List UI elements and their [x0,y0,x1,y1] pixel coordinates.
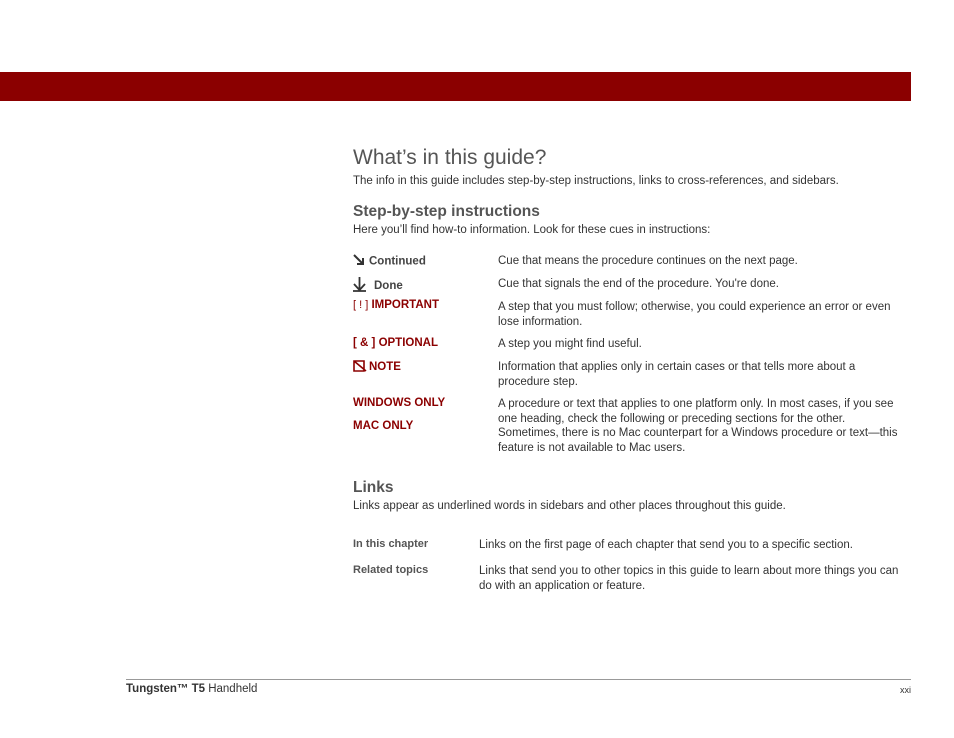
cue-desc: Cue that signals the end of the procedure. You're done. [498,278,779,290]
continued-arrow-icon [353,254,366,269]
link-row [353,538,903,564]
steps-heading: Step-by-step instructions [353,203,540,220]
cue-table [353,254,903,461]
cue-row-important [353,299,903,337]
cue-row-platform [353,397,903,461]
links-table [353,538,903,598]
cue-label-text: Done [374,280,403,293]
cue-row-done [353,277,903,299]
cue-label-text: IMPORTANT [371,299,439,311]
cue-label [353,337,493,349]
mac-only-label: MAC ONLY [353,420,414,432]
links-heading: Links [353,479,394,496]
intro-text: The info in this guide includes step-by-step instructions, links to cross-references, and sidebars. [353,175,839,187]
cue-label [353,299,493,311]
cue-label [353,277,493,295]
cue-row-note [353,359,903,397]
steps-subtext: Here you’ll find how-to information. Look for these cues in instructions: [353,224,711,236]
link-label: Related topics [353,564,429,576]
cue-desc: A step that you must follow; otherwise, you could experience an error or even lose information. [498,301,891,328]
cue-label [353,397,493,432]
link-label: In this chapter [353,538,429,550]
links-subtext: Links appear as underlined words in sidebars and other places throughout this guide. [353,500,786,512]
cue-desc: Information that applies only in certain cases or that tells more about a procedure step. [498,361,856,388]
page-title: What’s in this guide? [353,146,547,169]
link-desc: Links that send you to other topics in this guide to learn about more things you can do with an application or feature. [479,565,899,592]
link-row [353,564,903,598]
cue-label [353,254,493,269]
page-number: xxi [900,685,911,695]
cue-label-text: NOTE [369,361,401,374]
optional-bracket-icon: [ & ] [353,337,376,349]
footer-product-rest: Handheld [205,683,258,695]
footer-rule [126,679,911,680]
windows-only-label: WINDOWS ONLY [353,397,446,409]
cue-desc: A procedure or text that applies to one platform only. In most cases, if you see one heading, check the following or preceding sections for the other. Sometimes, there is no Mac counterpart for a Windows procedure or text—this feature is not available to Mac users. [498,398,898,454]
footer-product [126,683,257,695]
cue-label-text: Continued [369,255,426,268]
footer-product-bold: Tungsten™ T5 [126,683,206,695]
main-content [353,146,903,598]
cue-label-text: OPTIONAL [378,337,438,349]
cue-desc: A step you might find useful. [498,338,642,350]
header-bar [0,72,911,101]
cue-row-continued [353,254,903,277]
link-desc: Links on the first page of each chapter that send you to a specific section. [479,539,853,551]
cue-desc: Cue that means the procedure continues on the next page. [498,255,798,267]
done-arrow-icon [353,277,366,295]
important-bracket-icon: [ ! ] [353,299,369,311]
cue-label [353,359,493,375]
note-icon [353,359,367,375]
cue-row-optional [353,337,903,359]
